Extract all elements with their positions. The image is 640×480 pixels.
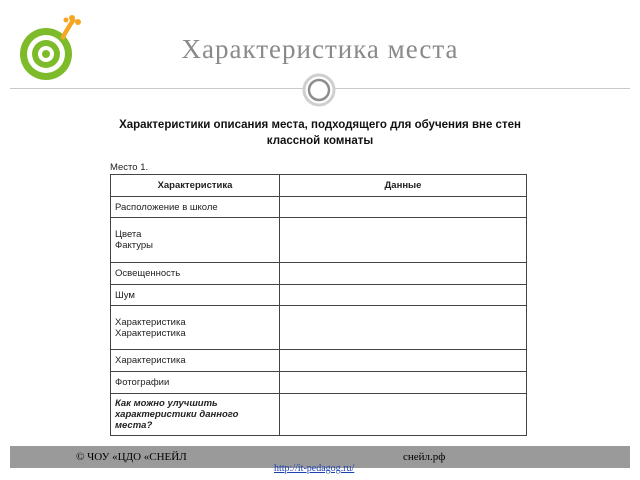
row-label-line: Характеристика	[115, 316, 186, 328]
characteristics-table	[110, 174, 527, 436]
row-label	[111, 306, 280, 350]
table-row	[111, 306, 527, 350]
row-label: Освещенность	[111, 263, 280, 285]
table-row	[111, 350, 527, 372]
document-heading: Характеристики описания места, подходящего для обучения вне стен классной комнаты	[119, 119, 521, 147]
header-characteristic: Характеристика	[111, 175, 280, 197]
table-row	[111, 263, 527, 285]
row-label-line: Характеристика	[115, 327, 186, 339]
row-label: Как можно улучшить характеристики данного места?	[111, 394, 280, 436]
table-row	[111, 372, 527, 394]
ring-ornament-icon	[302, 73, 336, 107]
data-cell[interactable]	[280, 263, 527, 285]
table-row	[111, 285, 527, 306]
data-cell[interactable]	[280, 218, 527, 263]
footer-copyright: © ЧОУ «ЦДО «СНЕЙЛ	[76, 451, 187, 463]
footer-link[interactable]: http://it-pedagog.ru/	[274, 463, 355, 474]
data-cell[interactable]	[280, 350, 527, 372]
data-cell[interactable]	[280, 285, 527, 306]
data-cell[interactable]	[280, 197, 527, 218]
table-row	[111, 197, 527, 218]
slide-title: Характеристика места	[181, 34, 459, 64]
table-row	[111, 394, 527, 436]
row-label: Характеристика	[111, 350, 280, 372]
header-data: Данные	[280, 175, 527, 197]
place-label: Место 1.	[110, 162, 149, 173]
data-cell[interactable]	[280, 372, 527, 394]
data-cell[interactable]	[280, 306, 527, 350]
table-header-row	[111, 175, 527, 197]
footer-site[interactable]: снейл.рф	[403, 451, 446, 463]
row-label	[111, 218, 280, 263]
row-label-line: Цвета	[115, 229, 142, 240]
row-label: Шум	[111, 285, 280, 306]
row-label-line: Фактуры	[115, 240, 153, 251]
row-label: Фотографии	[111, 372, 280, 394]
data-cell[interactable]	[280, 394, 527, 436]
table-row	[111, 218, 527, 263]
row-label: Расположение в школе	[111, 197, 280, 218]
